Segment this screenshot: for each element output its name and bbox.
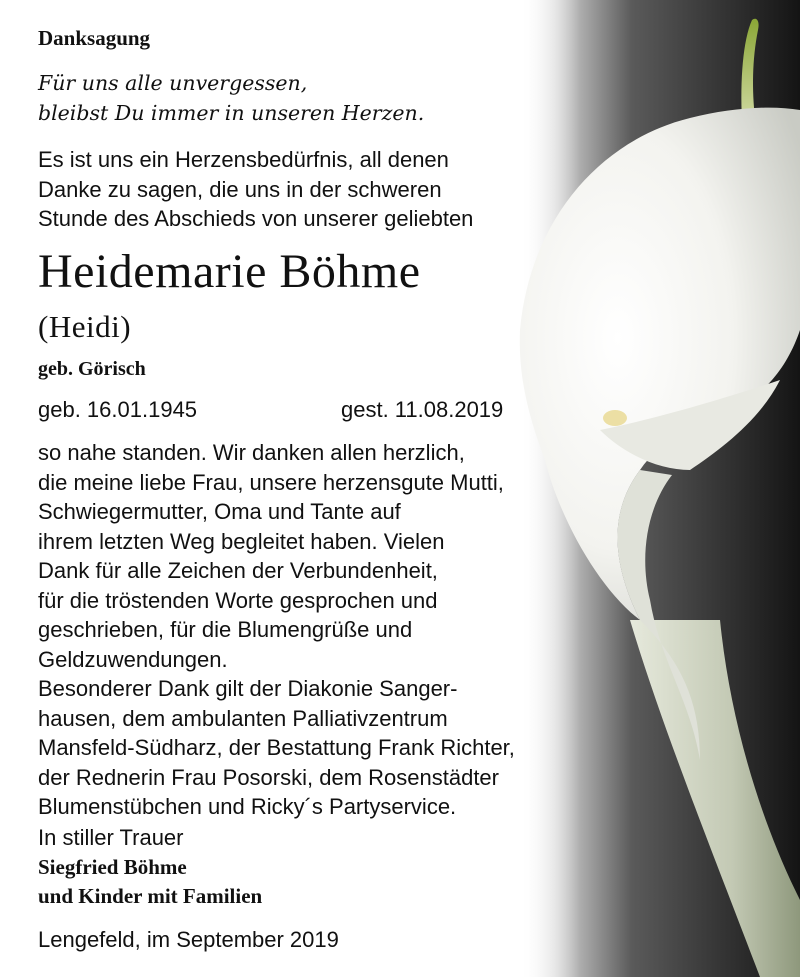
thanks-paragraph [38,438,515,822]
motto-line: bleibst Du immer in unseren Herzen. [38,101,425,125]
closing-block [38,823,262,912]
death-date: gest. 11.08.2019 [341,397,504,422]
body-line: Mansfeld-Südharz, der Bestattung Frank Richter, [38,735,515,760]
intro-line: Stunde des Abschieds von unserer geliebten [38,206,474,231]
body-line: so nahe standen. Wir danken allen herzlich, [38,440,465,465]
body-line: Dank für alle Zeichen der Verbundenheit, [38,558,438,583]
deceased-nickname: (Heidi) [38,309,132,344]
body-line: Schwiegermutter, Oma und Tante auf [38,499,401,524]
body-line: für die tröstenden Worte gesprochen und [38,587,438,613]
intro-line: Es ist uns ein Herzensbedürfnis, all denen [38,147,449,172]
intro-paragraph [38,145,473,234]
body-line: die meine liebe Frau, unsere herzensgute Mutti, [38,469,504,495]
body-line: der Rednerin Frau Posorski, dem Rosenstädter [38,764,499,790]
body-line: ihrem letzten Weg begleitet haben. Vielen [38,528,445,554]
body-line: hausen, dem ambulanten Palliativzentrum [38,705,448,731]
deceased-name: Heidemarie Böhme [38,245,421,298]
signer-family: und Kinder mit Familien [38,884,263,908]
maiden-name: geb. Görisch [38,358,146,380]
body-line: Geldzuwendungen. [38,646,228,672]
signer-name: Siegfried Böhme [38,854,187,879]
mourning-phrase: In stiller Trauer [38,825,184,850]
motto-line: Für uns alle unvergessen, [38,71,308,95]
intro-line: Danke zu sagen, die uns in der schweren [38,176,442,202]
motto-verse [38,68,424,128]
birth-date: geb. 16.01.1945 [38,397,198,422]
notice-heading: Danksagung [38,26,151,50]
body-line: Blumenstübchen und Ricky´s Partyservice. [38,794,457,819]
body-line: geschrieben, für die Blumengrüße und [38,617,413,642]
body-line: Besonderer Dank gilt der Diakonie Sanger- [38,676,458,701]
place-date: Lengefeld, im September 2019 [38,927,339,952]
